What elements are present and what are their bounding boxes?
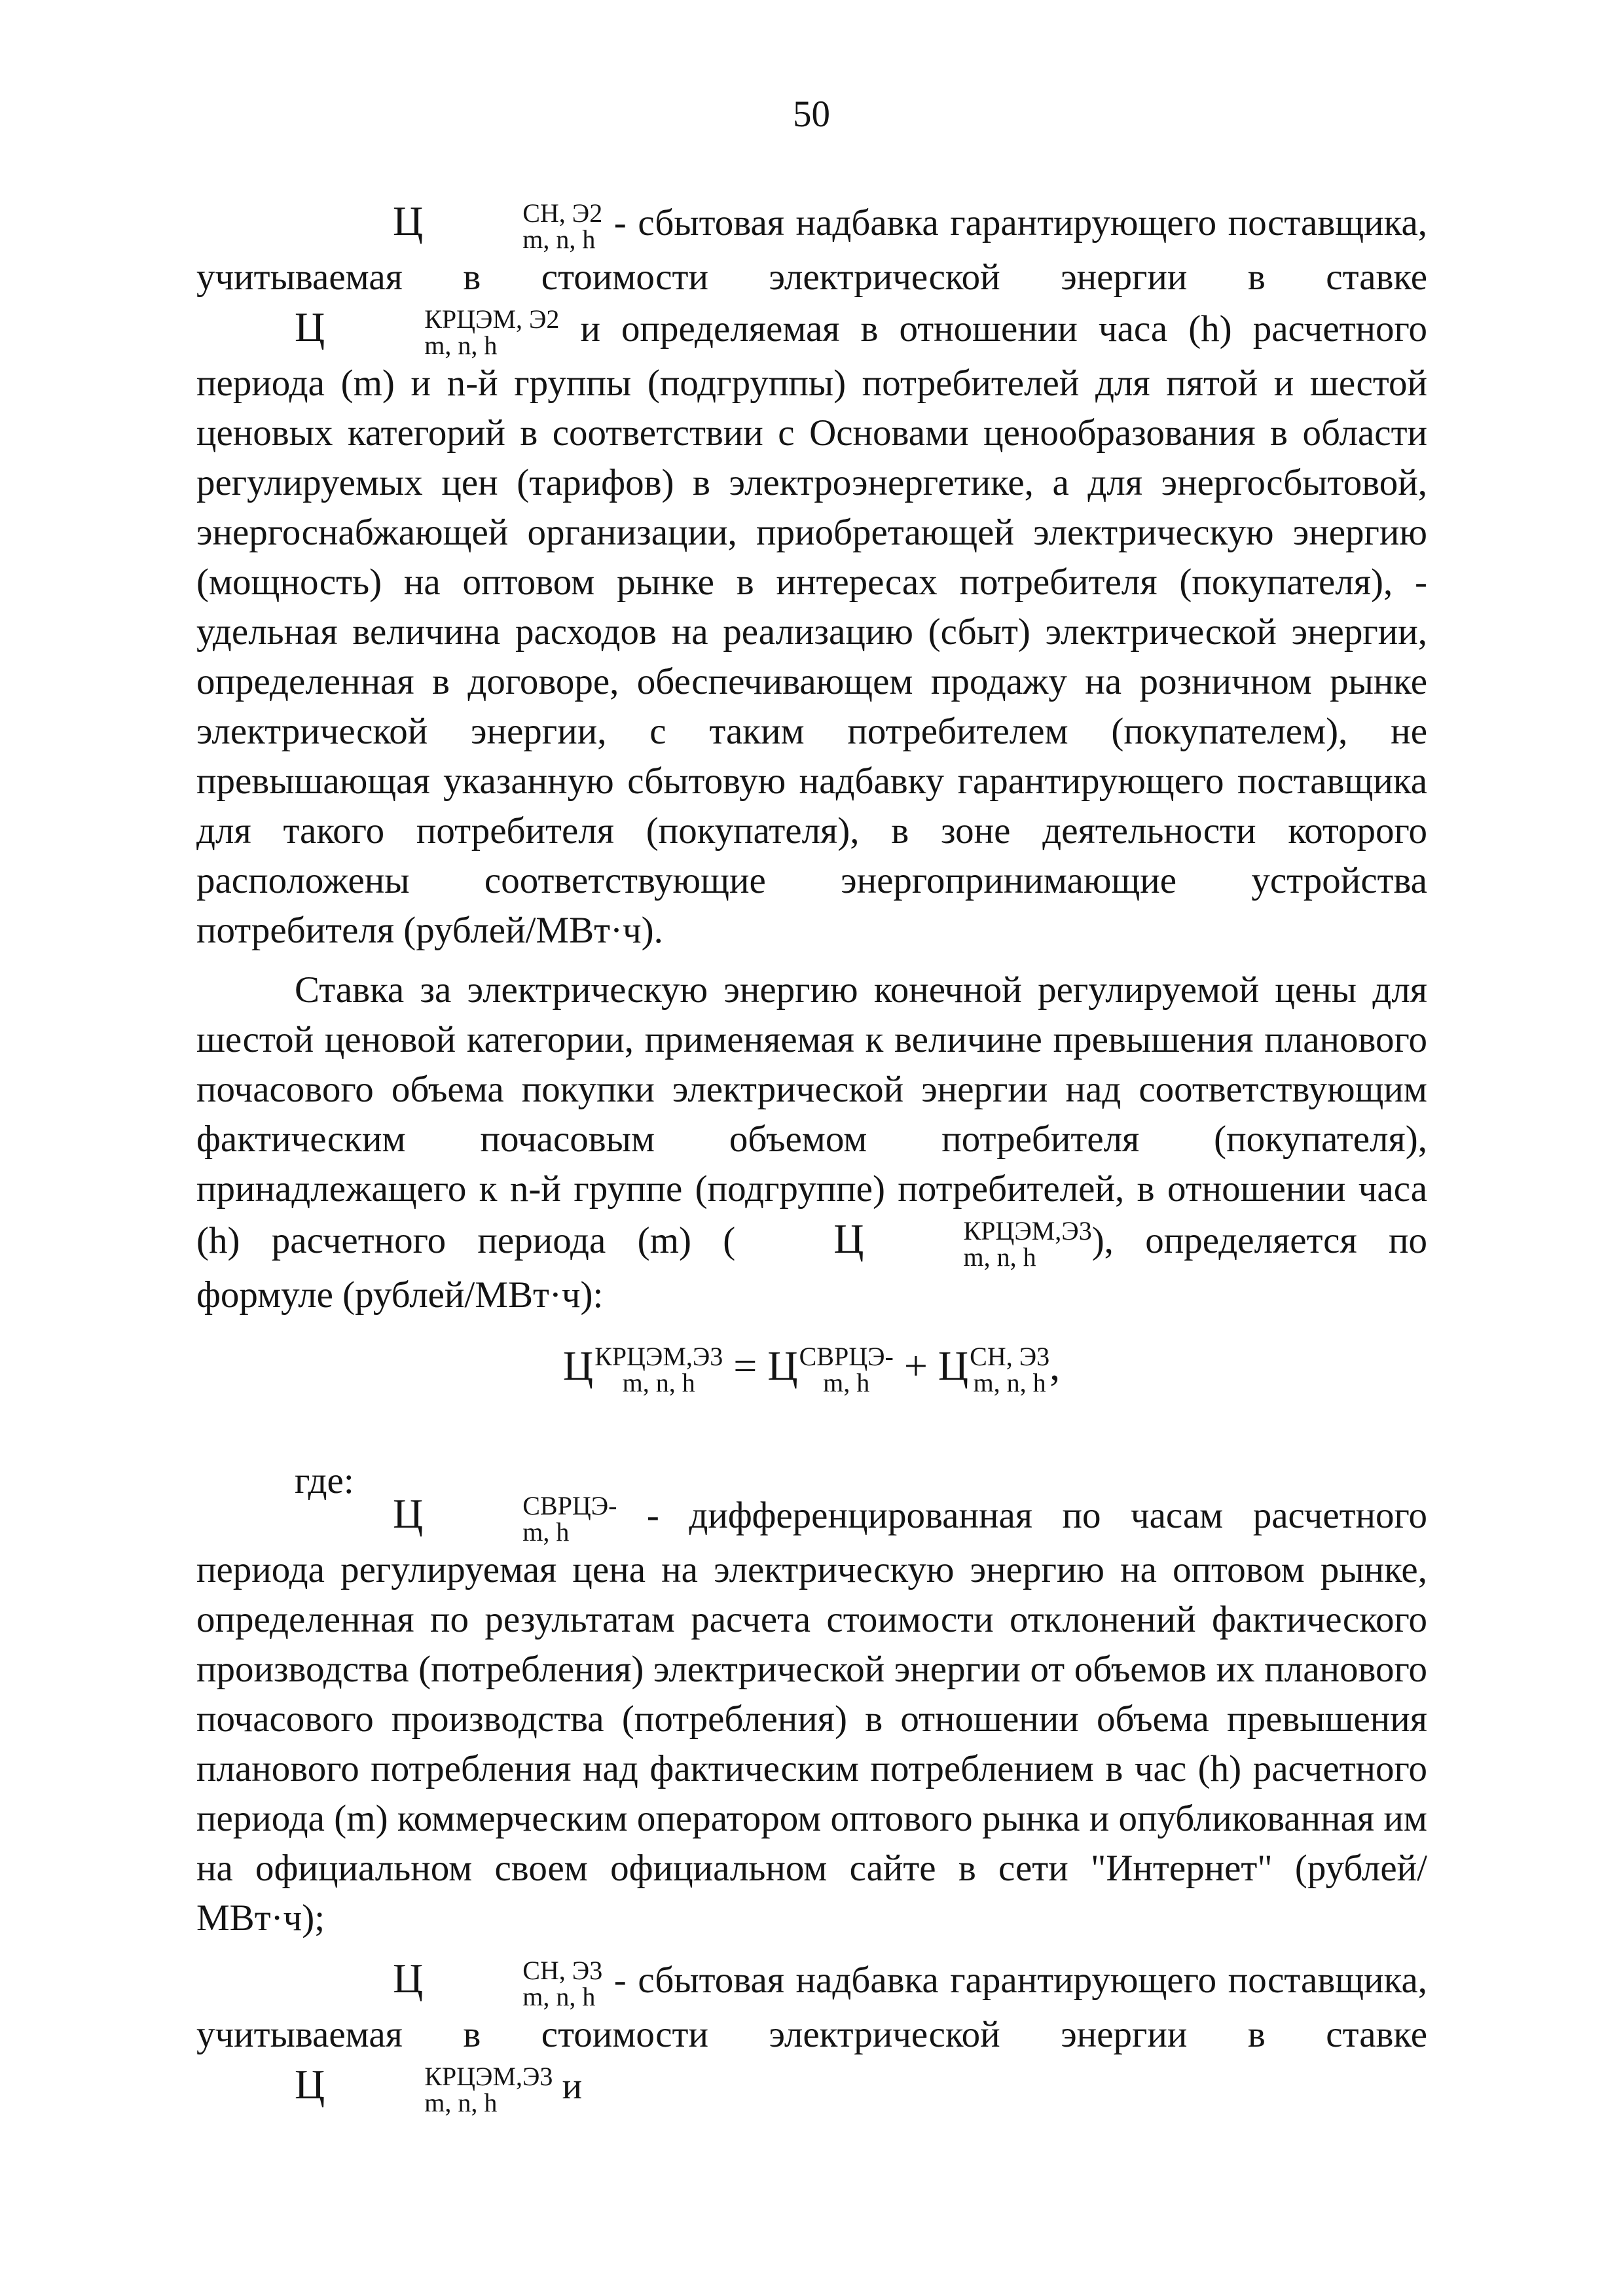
symbol-c-krcem-e3: Ц КРЦЭМ,Э3 m, n, h bbox=[833, 1215, 1092, 1272]
rate-paragraph bbox=[196, 965, 1427, 1320]
symbol-c-krcem-e2: Ц КРЦЭМ, Э2 m, n, h bbox=[295, 303, 560, 360]
page-number: 50 bbox=[793, 94, 830, 135]
definition-sn-e2 bbox=[196, 196, 1427, 956]
definition-text-a: - сбытовая надбавка гарантирующего поставщика, учитываемая в стоимости электрической энергии в ставке bbox=[196, 202, 1428, 298]
formula-term-svrce: Ц СВРЦЭ- m, h bbox=[767, 1342, 894, 1398]
definition-sn-e3-text-b: и bbox=[562, 2065, 583, 2107]
formula bbox=[0, 1342, 1623, 1396]
formula-comma: , bbox=[1049, 1342, 1061, 1389]
symbol-c-sn-e3: Ц СН, Э3 m, n, h bbox=[393, 1955, 603, 2011]
definition-sn-e3 bbox=[196, 1954, 1427, 2116]
formula-lhs: Ц КРЦЭМ,Э3 m, n, h bbox=[562, 1342, 723, 1398]
symbol-c-sn-e2: Ц СН, Э2 m, n, h bbox=[393, 198, 603, 254]
rate-text-a: Ставка за электрическую энергию конечной регулируемой цены для шестой ценовой категории, применяемая к величине превышения планового почасового объема покупки электрической энергии над соответствующим фактическим почасовым объемом потребителя (покупателя), принадлежащего к n-й группе (подгруппе) потребителей, в отношении часа (h) расчетного периода (m) ( bbox=[196, 969, 1427, 1261]
definition-sn-e3-text-a: - сбытовая надбавка гарантирующего поставщика, учитываемая в стоимости электрической энергии в ставке bbox=[196, 1960, 1428, 2055]
formula-equals: = bbox=[733, 1342, 757, 1389]
definition-svrce bbox=[196, 1489, 1427, 1943]
definition-svrce-text: - дифференцированная по часам расчетного периода регулируемая цена на электрическую энергию на оптовом рынке, определенная по результатам расчета стоимости отклонений фактического производства (потребления) электрической энергии от объемов их планового почасового производства (потребления) в отношении объема превышения планового потребления над фактическим потреблением в час (h) расчетного периода (m) коммерческим оператором оптового рынка и опубликованная им на официальном своем официальном сайте в сети "Интернет" (рублей/МВт·ч); bbox=[196, 1495, 1428, 1939]
symbol-c-krcem-e3-ref: Ц КРЦЭМ,Э3 m, n, h bbox=[295, 2060, 553, 2117]
rate-text-b: ), определяется по формуле (рублей/МВт·ч): bbox=[196, 1220, 1428, 1316]
symbol-c-svrce: Ц СВРЦЭ- m, h bbox=[393, 1490, 617, 1547]
formula-plus: + bbox=[903, 1342, 928, 1389]
where-label: где: bbox=[295, 1460, 354, 1501]
definition-text-b: и определяемая в отношении часа (h) расчетного периода (m) и n-й группы (подгруппы) потребителей для пятой и шестой ценовых категорий в соответствии с Основами ценообразования в области регулируемых цен (тарифов) в электроэнергетике, а для энергосбытовой, энергоснабжающей организации, приобретающей электрическую энергию (мощность) на оптовом рынке в интересах потребителя (покупателя), - удельная величина расходов на реализацию (сбыт) электрической энергии, определенная в договоре, обеспечивающем продажу на розничном рынке электрической энергии, с таким потребителем (покупателем), не превышающая указанную сбытовую надбавку гарантирующего поставщика для такого потребителя (покупателя), в зоне деятельности которого расположены соответствующие энергопринимающие устройства потребителя (рублей/МВт·ч). bbox=[196, 308, 1427, 951]
formula-term-sn-e3: Ц СН, Э3 m, n, h bbox=[938, 1342, 1050, 1398]
